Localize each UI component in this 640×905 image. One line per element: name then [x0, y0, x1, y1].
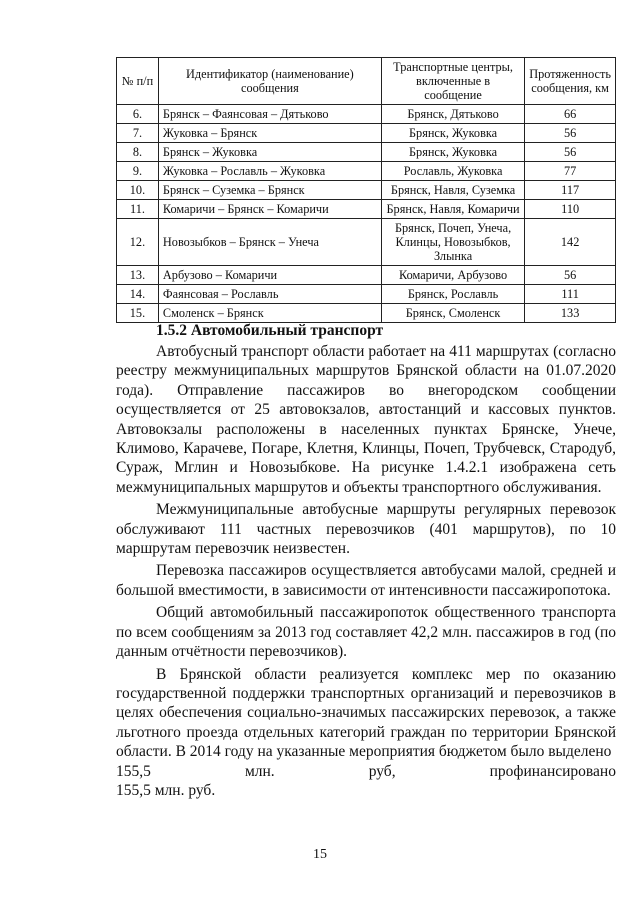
table-header-row [117, 58, 616, 105]
cell-centers: Рославль, Жуковка [381, 162, 524, 181]
cell-centers: Комаричи, Арбузово [381, 266, 524, 285]
spread-word: руб, [368, 762, 396, 780]
paragraph: Перевозка пассажиров осуществляется автобусами малой, средней и большой вместимости, в зависимости от интенсивности пассажиропотока. [116, 562, 616, 599]
table-row [117, 143, 616, 162]
spread-word: млн. [244, 762, 275, 780]
routes-table [116, 57, 616, 323]
page-number: 15 [313, 847, 327, 862]
header-id: Идентификатор (наименование) сообщения [158, 58, 381, 105]
cell-centers: Брянск, Рославль [381, 285, 524, 304]
cell-centers: Брянск, Смоленск [381, 304, 524, 323]
cell-centers: Брянск, Почеп, Унеча, Клинцы, Новозыбков, Злынка [381, 219, 524, 266]
cell-id: Брянск – Жуковка [158, 143, 381, 162]
cell-id: Арбузово – Комаричи [158, 266, 381, 285]
paragraph: Межмуниципальные автобусные маршруты регулярных перевозок обслуживают 111 частных перевозчиков (401 маршрутов), по 10 маршрутам перевозчик неизвестен. [116, 501, 616, 558]
cell-num: 7. [117, 124, 159, 143]
paragraph: Общий автомобильный пассажиропоток общественного транспорта по всем сообщениям за 2013 год составляет 42,2 млн. пассажиров в год (по данным отчётности перевозчиков). [116, 604, 616, 661]
table-row [117, 266, 616, 285]
cell-centers: Брянск, Навля, Суземка [381, 181, 524, 200]
cell-length: 56 [525, 143, 616, 162]
cell-num: 11. [117, 200, 159, 219]
spread-word: 155,5 [116, 762, 151, 780]
table-row [117, 285, 616, 304]
header-length: Протяженность сообщения, км [525, 58, 616, 105]
cell-length: 66 [525, 105, 616, 124]
cell-length: 133 [525, 304, 616, 323]
section-heading: 1.5.2 Автомобильный транспорт [156, 322, 384, 339]
cell-id: Новозыбков – Брянск – Унеча [158, 219, 381, 266]
cell-id: Брянск – Фаянсовая – Дятьково [158, 105, 381, 124]
cell-id: Брянск – Суземка – Брянск [158, 181, 381, 200]
section-body [116, 342, 616, 803]
header-centers: Транспортные центры, включенные в сообщение [381, 58, 524, 105]
table-row [117, 219, 616, 266]
cell-num: 12. [117, 219, 159, 266]
cell-centers: Брянск, Жуковка [381, 143, 524, 162]
cell-num: 6. [117, 105, 159, 124]
cell-id: Смоленск – Брянск [158, 304, 381, 323]
header-num: № п/п [117, 58, 159, 105]
cell-num: 10. [117, 181, 159, 200]
cell-length: 117 [525, 181, 616, 200]
cell-id: Жуковка – Брянск [158, 124, 381, 143]
cell-id: Комаричи – Брянск – Комаричи [158, 200, 381, 219]
cell-id: Жуковка – Рославль – Жуковка [158, 162, 381, 181]
cell-num: 14. [117, 285, 159, 304]
spread-line [116, 762, 616, 781]
cell-num: 13. [117, 266, 159, 285]
table-row [117, 200, 616, 219]
cell-length: 56 [525, 124, 616, 143]
paragraph: Автобусный транспорт области работает на 411 маршрутах (согласно реестру межмуниципальных маршрутов Брянской области на 01.07.2020 года). Отправление пассажиров во внегородском сообщении осуществляется от 25 автовокзалов, автостанций и кассовых пунктов. Автовокзалы расположены в населенных пунктах Брянске, Унече, Климово, Карачеве, Погаре, Клетня, Клинцы, Почеп, Трубчевск, Стародуб, Сураж, Мглин и Новозыбкове. На рисунке 1.4.2.1 изображена сеть межмуниципальных маршрутов и объекты транспортного обслуживания. [116, 343, 616, 496]
cell-length: 56 [525, 266, 616, 285]
table-row [117, 105, 616, 124]
cell-length: 110 [525, 200, 616, 219]
cell-num: 15. [117, 304, 159, 323]
paragraph: В Брянской области реализуется комплекс мер по оказанию государственной поддержки транспортных организаций и перевозчиков в целях обеспечения социально-значимых пассажирских перевозок, а также льготного проезда отдельных категорий граждан по территории Брянской области. В 2014 году на указанные мероприятия бюджетом было выделено [116, 665, 616, 761]
paragraph-last-line: 155,5 млн. руб. [116, 781, 216, 799]
cell-centers: Брянск, Жуковка [381, 124, 524, 143]
cell-num: 8. [117, 143, 159, 162]
table-row [117, 304, 616, 323]
cell-id: Фаянсовая – Рославль [158, 285, 381, 304]
cell-length: 111 [525, 285, 616, 304]
table-row [117, 181, 616, 200]
cell-length: 77 [525, 162, 616, 181]
cell-length: 142 [525, 219, 616, 266]
table-row [117, 162, 616, 181]
table-row [117, 124, 616, 143]
cell-centers: Брянск, Навля, Комаричи [381, 200, 524, 219]
spread-word: профинансировано [489, 762, 616, 780]
cell-centers: Брянск, Дятьково [381, 105, 524, 124]
cell-num: 9. [117, 162, 159, 181]
